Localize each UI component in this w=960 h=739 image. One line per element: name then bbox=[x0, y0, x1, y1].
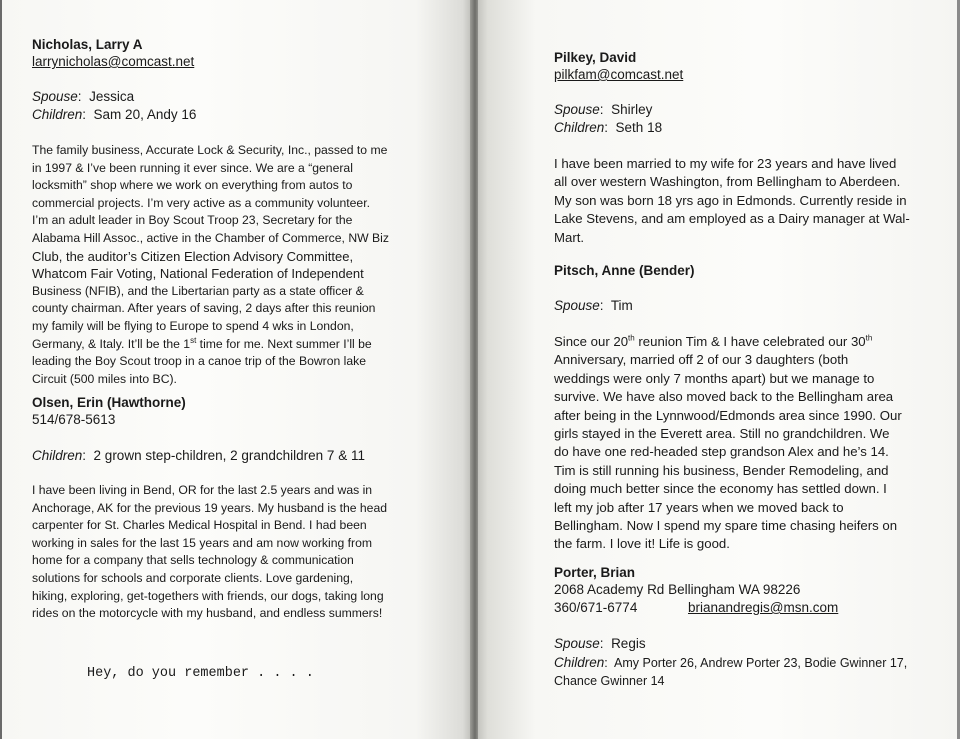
bio-pilkey bbox=[554, 155, 950, 247]
children-label: Children bbox=[32, 107, 83, 122]
bio-line: girls stayed in the Everett area. Still no grandchildren. We bbox=[554, 426, 890, 442]
children-value: Seth 18 bbox=[615, 120, 663, 135]
bio-line: solutions for schools and corporate clients. Love gardening, bbox=[32, 570, 354, 585]
bio-line: the farm. I love it! Life is good. bbox=[554, 536, 730, 552]
bio-line: Anniversary, married off 2 of our 3 daughters (both bbox=[554, 352, 849, 368]
superscript: th bbox=[628, 333, 635, 343]
bio-line: working in sales for the last 15 years and am now working from bbox=[32, 535, 373, 550]
spouse-value: Jessica bbox=[89, 89, 135, 104]
children-line-pilkey: Children: Seth 18 bbox=[554, 120, 663, 135]
entry-name-nicholas: Nicholas, Larry A bbox=[32, 37, 143, 52]
bio-line: Tim is still running his business, Bender Remodeling, and bbox=[554, 462, 889, 478]
bio-fragment: Germany, & Italy. It’ll be the 1 bbox=[32, 336, 191, 351]
bio-pitsch bbox=[554, 333, 950, 554]
bio-line: Anchorage, AK for the previous 19 years. My husband is the head bbox=[32, 500, 388, 515]
bio-line: The family business, Accurate Lock & Security, Inc., passed to me bbox=[32, 143, 388, 157]
bio-line: Circuit (500 miles into BC). bbox=[32, 371, 177, 386]
bio-line: home for a company that sells technology & communication bbox=[32, 553, 354, 568]
entry-phone-porter: 360/671-6774 bbox=[554, 600, 638, 615]
bio-line: do have one red-headed step grandson Alex and he’s 14. bbox=[554, 444, 889, 460]
children-line-nicholas: Children: Sam 20, Andy 16 bbox=[32, 107, 197, 122]
bio-line: My son was born 18 yrs ago in Edmonds. Currently reside in bbox=[554, 192, 907, 208]
spouse-line-porter: Spouse: Regis bbox=[554, 636, 646, 651]
entry-name-porter: Porter, Brian bbox=[554, 565, 636, 580]
bio-line: commercial projects. I’m very active as a community volunteer. bbox=[32, 195, 370, 210]
children-value: 2 grown step-children, 2 grandchildren 7 & 11 bbox=[93, 448, 365, 463]
entry-email-nicholas: larrynicholas@comcast.net bbox=[32, 54, 195, 69]
bio-line bbox=[554, 333, 950, 351]
spouse-line-pilkey: Spouse: Shirley bbox=[554, 102, 653, 117]
spouse-label: Spouse bbox=[554, 102, 600, 117]
entry-phone-olsen: 514/678-5613 bbox=[32, 412, 116, 427]
entry-address-porter: 2068 Academy Rd Bellingham WA 98226 bbox=[554, 582, 801, 597]
bio-line: carpenter for St. Charles Medical Hospital in Bend. I had been bbox=[32, 518, 367, 533]
bio-line: after being in the Lynnwood/Edmonds area since 1990. Our bbox=[554, 407, 902, 423]
spouse-label: Spouse bbox=[32, 89, 78, 104]
bio-nicholas bbox=[32, 142, 462, 388]
spouse-label: Spouse bbox=[554, 636, 600, 651]
children-label: Children bbox=[32, 448, 83, 463]
bio-line: Mart. bbox=[554, 229, 585, 245]
bio-line: leading the Boy Scout troop in a canoe trip of the Bowron lake bbox=[32, 354, 367, 369]
bio-line: left my job after 17 years when we moved back to bbox=[554, 499, 844, 515]
children-label: Children bbox=[554, 120, 605, 135]
bio-line: hiking, exploring, get-togethers with friends, our dogs, taking long bbox=[32, 588, 384, 603]
bio-line: Club, the auditor’s Citizen Election Advisory Committee, bbox=[32, 248, 354, 264]
children-line-porter: Children: Amy Porter 26, Andrew Porter 23, Bodie Gwinner 17, Chance Gwinner 14 bbox=[554, 655, 908, 688]
children-line-olsen: Children: 2 grown step-children, 2 grandchildren 7 & 11 bbox=[32, 448, 365, 463]
entry-name-pitsch: Pitsch, Anne (Bender) bbox=[554, 263, 695, 278]
bio-line: all over western Washington, from Bellingham to Aberdeen. bbox=[554, 174, 901, 190]
bio-line: I have been married to my wife for 23 years and have lived bbox=[554, 156, 897, 171]
bio-line: survive. We have also moved back to the Bellingham area bbox=[554, 389, 894, 405]
bio-line: Whatcom Fair Voting, National Federation of Independent bbox=[32, 266, 364, 282]
bio-line: in 1997 & I’ve been running it ever since. We are a “general bbox=[32, 160, 353, 175]
spouse-line-pitsch: Spouse: Tim bbox=[554, 298, 633, 313]
bio-line: county chairman. After years of saving, 2 days after this reunion bbox=[32, 301, 376, 316]
entry-email-porter: brianandregis@msn.com bbox=[688, 600, 839, 615]
bio-fragment: time for me. Next summer I’ll be bbox=[196, 336, 372, 351]
entry-name-pilkey: Pilkey, David bbox=[554, 50, 637, 65]
bio-line: I’m an adult leader in Boy Scout Troop 23, Secretary for the bbox=[32, 213, 353, 228]
children-label: Children bbox=[554, 655, 605, 670]
entry-email-pilkey: pilkfam@comcast.net bbox=[554, 67, 684, 82]
bio-line: my family will be flying to Europe to spend 4 wks in London, bbox=[32, 318, 354, 333]
bio-fragment: Since our 20 bbox=[554, 334, 629, 349]
bio-line: Alabama Hill Assoc., active in the Chamber of Commerce, NW Biz bbox=[32, 230, 389, 245]
bio-line: Lake Stevens, and am employed as a Dairy manager at Wal- bbox=[554, 211, 910, 227]
bio-line: Business (NFIB), and the Libertarian party as a state officer & bbox=[32, 283, 364, 298]
bio-fragment: reunion Tim & I have celebrated our 30 bbox=[634, 334, 866, 349]
bio-line: Bellingham. Now I spend my spare time chasing heifers on bbox=[554, 518, 898, 534]
spouse-value: Shirley bbox=[611, 102, 653, 117]
children-value: Amy Porter 26, Andrew Porter 23, Bodie Gwinner 17, bbox=[614, 656, 908, 670]
bio-line: rides on the motorcycle with my husband, and endless summers! bbox=[32, 606, 383, 621]
bio-line: doing much better since the economy has settled down. I bbox=[554, 481, 887, 497]
spouse-label: Spouse bbox=[554, 298, 600, 313]
superscript: st bbox=[190, 335, 197, 345]
children-value: Sam 20, Andy 16 bbox=[93, 107, 197, 122]
page-footer: Hey, do you remember . . . . bbox=[87, 666, 314, 681]
spouse-value: Regis bbox=[611, 636, 646, 651]
bio-olsen bbox=[32, 482, 462, 623]
bio-line: locksmith” shop where we work on everything from autos to bbox=[32, 178, 353, 193]
spouse-line-nicholas: Spouse: Jessica bbox=[32, 89, 135, 104]
left-page bbox=[0, 0, 472, 739]
spouse-value: Tim bbox=[610, 298, 633, 313]
children-value: Chance Gwinner 14 bbox=[554, 674, 665, 688]
bio-line bbox=[32, 336, 462, 354]
superscript: th bbox=[865, 333, 873, 343]
bio-line: weddings were only 7 months apart) but we manage to bbox=[554, 370, 875, 386]
right-page bbox=[478, 0, 960, 739]
entry-name-olsen: Olsen, Erin (Hawthorne) bbox=[32, 395, 186, 410]
bio-line: I have been living in Bend, OR for the last 2.5 years and was in bbox=[32, 483, 373, 497]
